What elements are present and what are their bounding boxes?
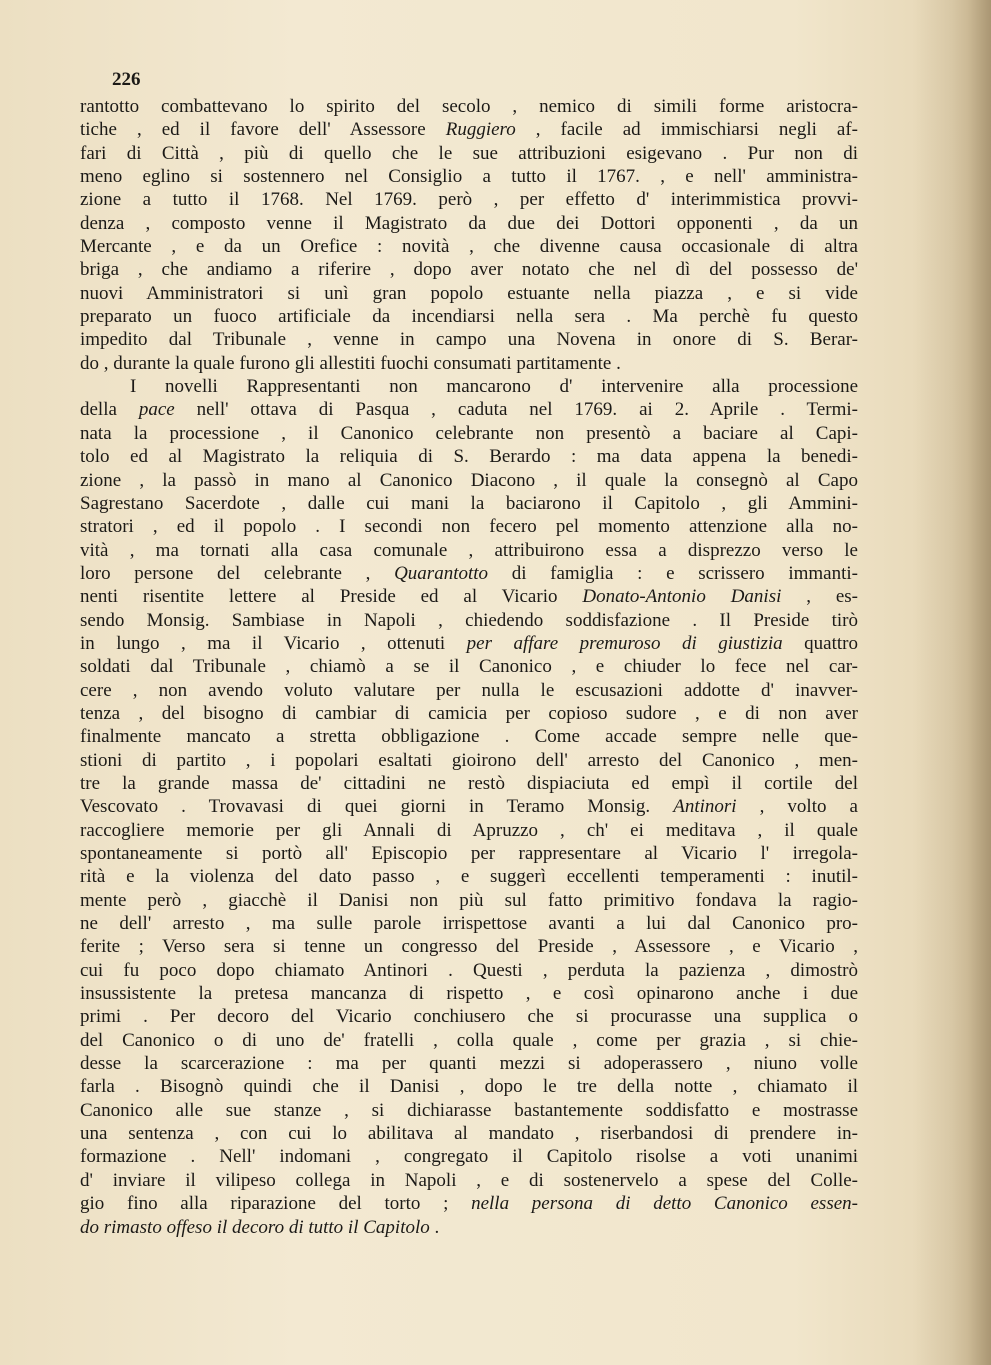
text-segment: impedito dal Tribunale , venne in campo una Novena in onore di S. Berar- bbox=[80, 329, 858, 351]
text-segment: , es- bbox=[781, 586, 858, 608]
text-line bbox=[80, 1005, 858, 1028]
text-segment: spontaneamente si portò all' Episcopio per rappresentare al Vicario l' irregola- bbox=[80, 843, 858, 864]
text-segment: Sagrestano Sacerdote , dalle cui mani la baciarono il Capitolo , gli Ammini- bbox=[80, 492, 858, 514]
text-line bbox=[80, 515, 858, 538]
text-line bbox=[80, 235, 858, 258]
italic-text: do rimasto offeso il decoro di tutto il Capitolo bbox=[80, 1216, 430, 1238]
text-line bbox=[80, 889, 858, 912]
text-line bbox=[80, 352, 858, 375]
text-line bbox=[80, 1122, 858, 1145]
text-segment: gio fino alla riparazione del torto ; bbox=[80, 1193, 472, 1215]
text-line bbox=[80, 982, 858, 1005]
text-segment: do , durante la quale furono gli allestiti fuochi consumati partitamente . bbox=[80, 352, 621, 374]
text-line bbox=[80, 842, 858, 865]
text-segment: cere , non avendo voluto valutare per nulla le escusazioni addotte d' inavver- bbox=[80, 679, 858, 701]
text-line bbox=[80, 819, 858, 842]
text-segment: nell' ottava di Pasqua , caduta nel 1769. ai 2. Aprile . Termi- bbox=[174, 399, 858, 421]
text-segment: nenti risentite lettere al Preside ed al Vicario bbox=[80, 586, 583, 608]
body-text bbox=[80, 95, 858, 1239]
text-segment: mente però , giacchè il Danisi non più sul fatto primitivo fondava la ragio- bbox=[80, 889, 858, 911]
text-line bbox=[80, 258, 858, 281]
text-segment: d' inviare il vilipeso collega in Napoli , e di sostenervelo a spese del Colle- bbox=[80, 1169, 858, 1191]
text-line bbox=[80, 632, 858, 655]
text-segment: farla . Bisognò quindi che il Danisi , dopo le tre della notte , chiamato il bbox=[80, 1076, 858, 1098]
text-line bbox=[80, 165, 858, 188]
text-line bbox=[80, 1145, 858, 1168]
text-segment: soldati dal Tribunale , chiamò a se il Canonico , e chiuder lo fece nel car- bbox=[80, 656, 858, 678]
italic-text: Donato-Antonio Danisi bbox=[582, 586, 782, 608]
text-line bbox=[80, 702, 858, 725]
text-segment: vità , ma tornati alla casa comunale , attribuirono essa a disprezzo verso le bbox=[80, 539, 858, 561]
text-block bbox=[80, 68, 858, 1239]
text-segment: del Canonico o di uno de' fratelli , colla quale , come per grazia , si chie- bbox=[80, 1029, 858, 1051]
text-line bbox=[80, 935, 858, 958]
text-line bbox=[80, 142, 858, 165]
text-segment: quattro bbox=[782, 632, 858, 654]
text-segment: desse la scarcerazione : ma per quanti mezzi si adoperassero , niuno volle bbox=[80, 1053, 858, 1075]
italic-text: pace bbox=[138, 399, 175, 421]
text-line bbox=[80, 212, 858, 235]
text-line bbox=[80, 1099, 858, 1122]
text-line bbox=[80, 282, 858, 305]
text-segment: sendo Monsig. Sambiase in Napoli , chiedendo soddisfazione . Il Preside tirò bbox=[80, 609, 858, 631]
text-line bbox=[80, 655, 858, 678]
text-line bbox=[80, 865, 858, 888]
text-segment: ne dell' arresto , ma sulle parole irrispettose avanti a lui dal Canonico pro- bbox=[80, 913, 858, 935]
text-line bbox=[80, 1216, 858, 1239]
text-line bbox=[80, 398, 858, 421]
text-line bbox=[80, 422, 858, 445]
text-segment: tenza , del bisogno di cambiar di camicia per copioso sudore , e di non aver bbox=[80, 702, 858, 724]
italic-text: Antinori bbox=[673, 796, 737, 818]
text-segment: fari di Città , più di quello che le sue attribuzioni esigevano . Pur non di bbox=[80, 142, 858, 164]
text-segment: , facile ad immischiarsi negli af- bbox=[515, 119, 858, 141]
italic-text: Ruggiero bbox=[445, 119, 516, 141]
text-segment: primi . Per decoro del Vicario conchiusero che si procurasse una supplica o bbox=[80, 1006, 858, 1028]
text-segment: meno eglino si sostennero nel Consiglio a tutto il 1767. , e nell' amministra- bbox=[80, 166, 858, 188]
text-segment: denza , composto venne il Magistrato da due dei Dottori opponenti , da un bbox=[80, 212, 858, 234]
text-line bbox=[80, 725, 858, 748]
text-line bbox=[80, 1192, 858, 1215]
text-segment: . bbox=[429, 1216, 440, 1238]
text-segment: cui fu poco dopo chiamato Antinori . Questi , perduta la pazienza , dimostrò bbox=[80, 959, 858, 981]
text-line bbox=[80, 469, 858, 492]
text-segment: formazione . Nell' indomani , congregato il Capitolo risolse a voti unanimi bbox=[80, 1146, 858, 1168]
text-line bbox=[80, 188, 858, 211]
text-segment: briga , che andiamo a riferire , dopo aver notato che nel dì del possesso de' bbox=[80, 259, 858, 281]
text-segment: una sentenza , con cui lo abilitava al mandato , riserbandosi di prendere in- bbox=[80, 1123, 858, 1145]
text-line bbox=[80, 328, 858, 351]
text-segment: in lungo , ma il Vicario , ottenuti bbox=[80, 632, 467, 654]
text-segment: rità e la violenza del dato passo , e suggerì eccellenti temperamenti : inutil- bbox=[80, 866, 858, 888]
text-line bbox=[80, 585, 858, 608]
text-line bbox=[80, 772, 858, 795]
text-segment: stioni di partito , i popolari esaltati gioirono dell' arresto del Canonico , men- bbox=[80, 749, 858, 771]
text-line bbox=[80, 749, 858, 772]
text-segment: I novelli Rappresentanti non mancarono d' intervenire alla processione bbox=[130, 376, 858, 398]
text-line bbox=[80, 1029, 858, 1052]
page-edge-shadow bbox=[913, 0, 991, 1365]
text-segment: raccogliere memorie per gli Annali di Apruzzo , ch' ei meditava , il quale bbox=[80, 819, 858, 841]
text-segment: insussistente la pretesa mancanza di rispetto , e così opinarono anche i due bbox=[80, 983, 858, 1005]
text-segment: loro persone del celebrante , bbox=[80, 562, 395, 584]
italic-text: nella persona di detto Canonico essen- bbox=[471, 1193, 858, 1215]
text-segment: nata la processione , il Canonico celebrante non presentò a baciare al Capi- bbox=[80, 422, 858, 444]
text-line bbox=[80, 95, 858, 118]
text-line bbox=[80, 1075, 858, 1098]
text-segment: di famiglia : e scrissero immanti- bbox=[488, 562, 858, 584]
text-segment: stratori , ed il popolo . I secondi non fecero pel momento attenzione alla no- bbox=[80, 516, 858, 538]
italic-text: Quarantotto bbox=[394, 562, 489, 584]
text-line bbox=[80, 562, 858, 585]
text-segment: tolo ed al Magistrato la reliquia di S. Berardo : ma data appena la benedi- bbox=[80, 446, 858, 468]
text-segment: rantotto combattevano lo spirito del secolo , nemico di simili forme aristocra- bbox=[80, 96, 858, 117]
text-line bbox=[80, 959, 858, 982]
text-segment: tiche , ed il favore dell' Assessore bbox=[80, 119, 446, 141]
text-line bbox=[80, 1169, 858, 1192]
text-line bbox=[80, 492, 858, 515]
text-line bbox=[80, 305, 858, 328]
text-segment: ferite ; Verso sera si tenne un congresso del Preside , Assessore , e Vicario , bbox=[80, 936, 858, 958]
text-line bbox=[80, 912, 858, 935]
text-segment: Vescovato . Trovavasi di quei giorni in Teramo Monsig. bbox=[80, 796, 674, 818]
text-segment: della bbox=[80, 399, 139, 421]
text-line bbox=[80, 539, 858, 562]
text-line bbox=[80, 445, 858, 468]
text-segment: Canonico alle sue stanze , si dichiarasse bastantemente soddisfatto e mostrasse bbox=[80, 1099, 858, 1121]
italic-text: per affare premuroso di giustizia bbox=[466, 632, 783, 654]
text-segment: preparato un fuoco artificiale da incendiarsi nella sera . Ma perchè fu questo bbox=[80, 306, 858, 328]
text-segment: , volto a bbox=[736, 796, 858, 818]
text-segment: zione a tutto il 1768. Nel 1769. però , per effetto d' interimmistica provvi- bbox=[80, 189, 858, 211]
text-segment: tre la grande massa de' cittadini ne restò dispiaciuta ed empì il cortile del bbox=[80, 772, 858, 794]
text-line bbox=[80, 795, 858, 818]
text-segment: Mercante , e da un Orefice : novità , che divenne causa occasionale di altra bbox=[80, 236, 858, 258]
text-segment: zione , la passò in mano al Canonico Diacono , il quale la consegnò al Capo bbox=[80, 469, 858, 491]
text-line bbox=[80, 1052, 858, 1075]
text-line bbox=[80, 118, 858, 141]
page-number: 226 bbox=[112, 69, 141, 90]
text-segment: finalmente mancato a stretta obbligazione . Come accade sempre nelle que- bbox=[80, 726, 858, 748]
text-line bbox=[80, 375, 858, 398]
text-line bbox=[80, 679, 858, 702]
text-line bbox=[80, 609, 858, 632]
text-segment: nuovi Amministratori si unì gran popolo estuante nella piazza , e si vide bbox=[80, 282, 858, 304]
